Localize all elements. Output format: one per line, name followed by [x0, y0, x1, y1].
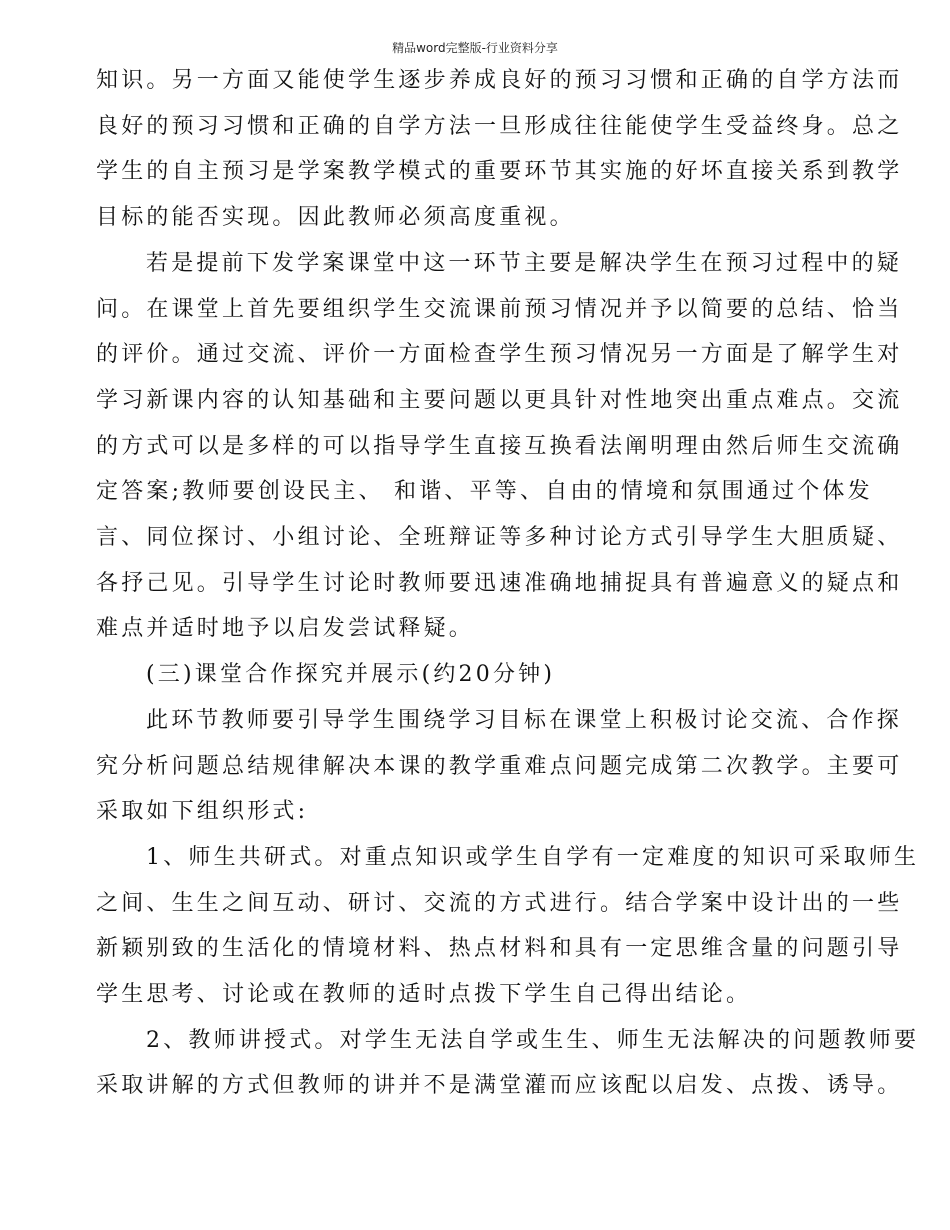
text-line: 问。在课堂上首先要组织学生交流课前预习情况并予以简要的总结、恰当 [96, 296, 903, 322]
text-line: 难点并适时地予以启发尝试释疑。 [96, 616, 475, 642]
text-line: 的方式可以是多样的可以指导学生直接互换看法阐明理由然后师生交流确 [96, 433, 903, 459]
paragraph-start-line: 若是提前下发学案课堂中这一环节主要是解决学生在预习过程中的疑 [146, 250, 903, 276]
paragraph-start-line: 此环节教师要引导学生围绕学习目标在课堂上积极讨论交流、合作探 [146, 707, 903, 733]
paragraph-start-line: 2、教师讲授式。对学生无法自学或生生、师生无法解决的问题教师要 [146, 1027, 920, 1053]
section-heading: (三)课堂合作探究并展示(约20分钟) [146, 662, 556, 688]
text-line: 采取讲解的方式但教师的讲并不是满堂灌而应该配以启发、点拨、诱导。 [96, 1073, 903, 1099]
document-body [96, 58, 920, 1109]
text-line: 的评价。通过交流、评价一方面检查学生预习情况另一方面是了解学生对 [96, 342, 903, 368]
text-line: 之间、生生之间互动、研讨、交流的方式进行。结合学案中设计出的一些 [96, 890, 903, 916]
text-line: 言、同位探讨、小组讨论、全班辩证等多种讨论方式引导学生大胆质疑、 [96, 525, 903, 551]
paragraph-start-line: 1、师生共研式。对重点知识或学生自学有一定难度的知识可采取师生 [146, 844, 920, 870]
text-line: 知识。另一方面又能使学生逐步养成良好的预习习惯和正确的自学方法而 [96, 68, 903, 93]
text-line: 良好的预习习惯和正确的自学方法一旦形成往往能使学生受益终身。总之 [96, 113, 903, 139]
page-header: 精品word完整版-行业资料分享 [392, 41, 558, 55]
text-line: 定答案;教师要创设民主、 和谐、平等、自由的情境和氛围通过个体发 [96, 479, 873, 505]
text-line: 新颖别致的生活化的情境材料、热点材料和具有一定思维含量的问题引导 [96, 936, 903, 962]
text-line: 学生的自主预习是学案教学模式的重要环节其实施的好坏直接关系到教学 [96, 159, 903, 185]
text-line: 各抒己见。引导学生讨论时教师要迅速准确地捕捉具有普遍意义的疑点和 [96, 570, 903, 596]
text-line: 目标的能否实现。因此教师必须高度重视。 [96, 205, 575, 231]
text-line: 学习新课内容的认知基础和主要问题以更具针对性地突出重点难点。交流 [96, 387, 903, 413]
text-line: 究分析问题总结规律解决本课的教学重难点问题完成第二次教学。主要可 [96, 753, 903, 779]
text-line: 采取如下组织形式: [96, 799, 309, 825]
text-line: 学生思考、讨论或在教师的适时点拨下学生自己得出结论。 [96, 982, 752, 1008]
